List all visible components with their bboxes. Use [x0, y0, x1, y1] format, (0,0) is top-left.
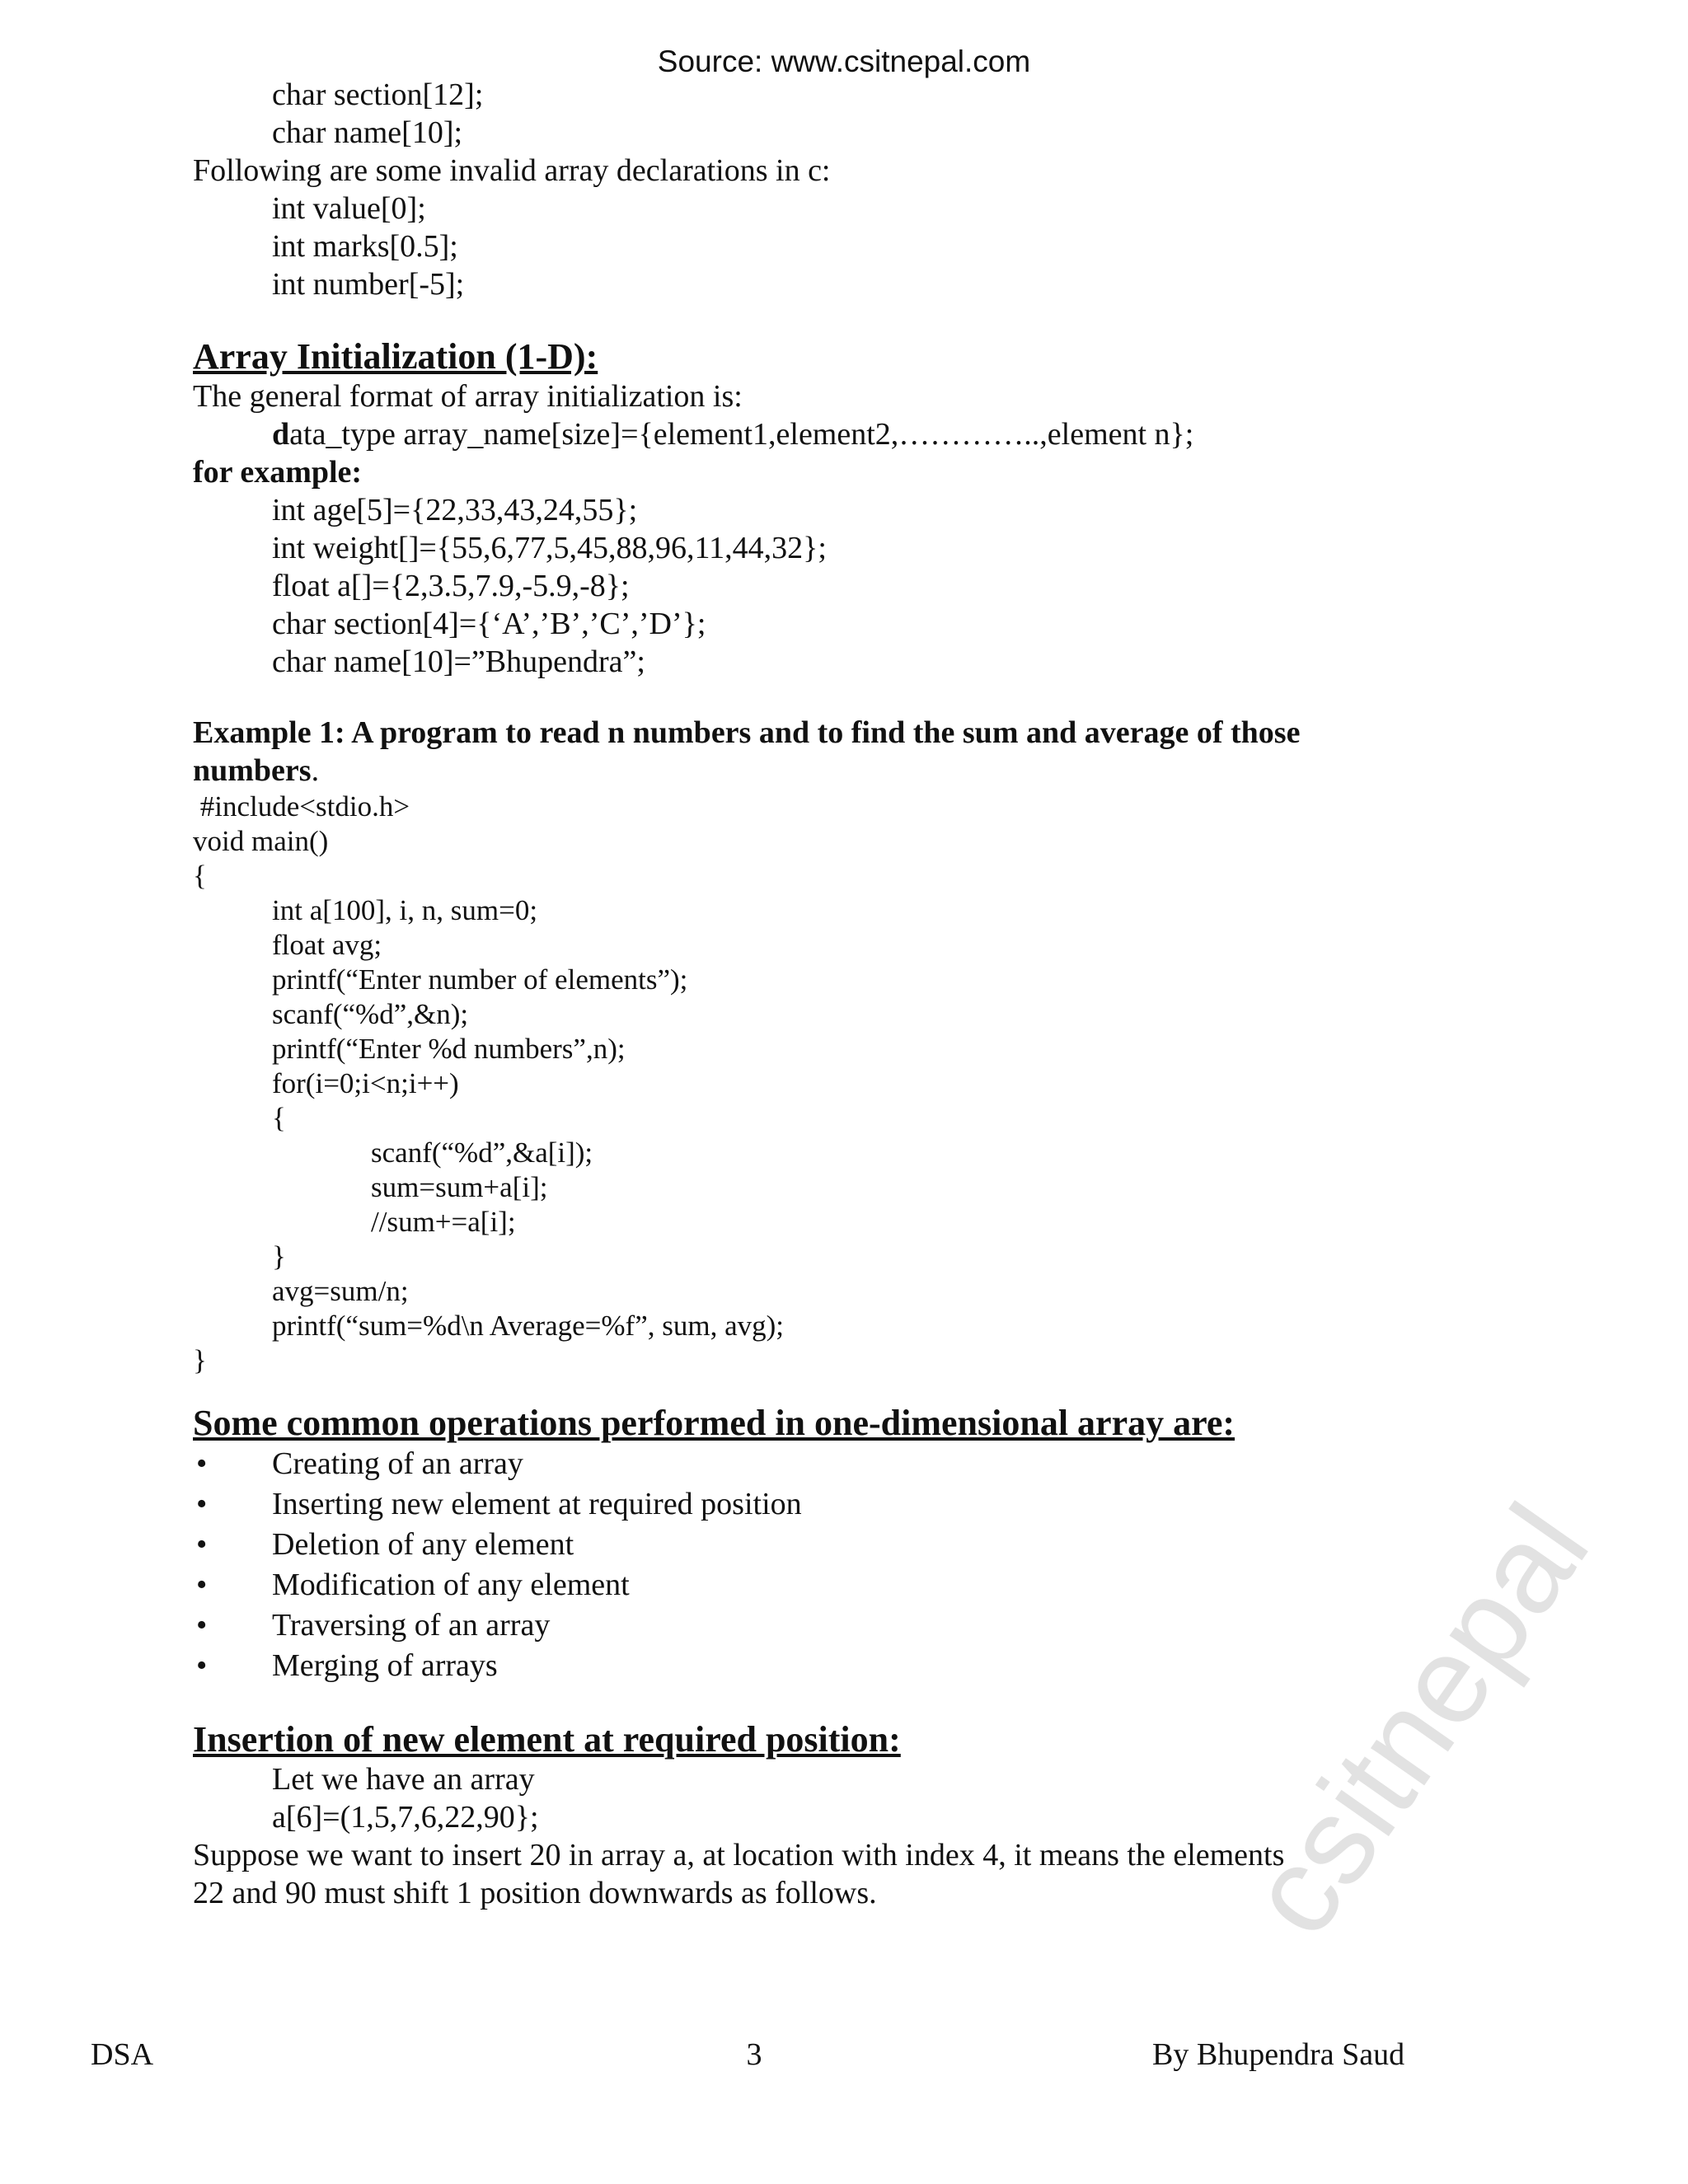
section-heading-operations: Some common operations performed in one-dimensional array are:	[193, 1403, 1236, 1443]
section-heading-array-initialization: Array Initialization (1-D):	[193, 336, 598, 377]
general-format-text: The general format of array initialization is:	[193, 379, 743, 414]
bullet-icon: •	[196, 1487, 208, 1521]
example-line: char section[4]={‘A’,’B’,’C’,’D’};	[272, 607, 706, 641]
code-line: }	[272, 1240, 286, 1272]
invalid-intro-text: Following are some invalid array declarations in c:	[193, 153, 831, 188]
code-line: printf(“Enter %d numbers”,n);	[272, 1033, 626, 1065]
example1-title-period: .	[311, 753, 320, 788]
example-line: int age[5]={22,33,43,24,55};	[272, 493, 638, 527]
list-item	[193, 1525, 1479, 1565]
list-item-text: Inserting new element at required position	[272, 1487, 802, 1521]
code-line: int a[100], i, n, sum=0;	[272, 894, 538, 926]
section-heading-insertion: Insertion of new element at required position:	[193, 1719, 901, 1760]
example-line: float a[]={2,3.5,7.9,-5.9,-8};	[272, 569, 630, 603]
list-item-text: Creating of an array	[272, 1446, 523, 1481]
list-item	[193, 1484, 1479, 1525]
code-line: scanf(“%d”,&a[i]);	[371, 1137, 593, 1169]
for-example-label: for example:	[193, 455, 363, 490]
intro-line: char name[10];	[272, 115, 463, 150]
bullet-icon: •	[196, 1568, 208, 1602]
invalid-line: int value[0];	[272, 191, 426, 226]
bullet-icon: •	[196, 1446, 208, 1481]
insertion-paragraph-line: 22 and 90 must shift 1 position downwards as follows.	[193, 1876, 877, 1910]
example-line: int weight[]={55,6,77,5,45,88,96,11,44,32};	[272, 531, 827, 565]
code-line: void main()	[193, 825, 329, 857]
format-first-letter: d	[272, 417, 290, 452]
code-line: }	[193, 1344, 207, 1376]
list-item-text: Modification of any element	[272, 1568, 630, 1602]
example1-title: Example 1: A program to read n numbers and to find the sum and average of those	[193, 715, 1301, 750]
general-format-line	[193, 415, 1479, 453]
list-item	[193, 1444, 1479, 1484]
code-line: float avg;	[272, 929, 382, 961]
example1-title-word: numbers	[193, 753, 312, 788]
code-line: #include<stdio.h>	[193, 790, 410, 823]
page-content	[193, 76, 1479, 1912]
code-line: //sum+=a[i];	[371, 1206, 516, 1238]
watermark-logo: csitnepal	[1221, 1480, 1615, 1960]
code-line: printf(“Enter number of elements”);	[272, 963, 688, 996]
list-item	[193, 1646, 1479, 1686]
code-line: for(i=0;i<n;i++)	[272, 1067, 459, 1099]
example-line: char name[10]=”Bhupendra”;	[272, 644, 645, 679]
list-item-text: Deletion of any element	[272, 1527, 574, 1562]
invalid-line: int number[-5];	[272, 267, 465, 302]
code-line: sum=sum+a[i];	[371, 1171, 548, 1203]
footer-course: DSA	[91, 2037, 154, 2072]
intro-line: char section[12];	[272, 77, 484, 112]
example1-title-cont	[193, 752, 1479, 790]
code-line: avg=sum/n;	[272, 1275, 409, 1307]
footer-author: By Bhupendra Saud	[1152, 2037, 1405, 2072]
source-header: Source: www.csitnepal.com	[657, 45, 1031, 78]
bullet-icon: •	[196, 1527, 208, 1562]
bullet-icon: •	[196, 1648, 208, 1683]
list-item-text: Merging of arrays	[272, 1648, 498, 1683]
insertion-line: Let we have an array	[272, 1762, 535, 1797]
list-item	[193, 1565, 1479, 1605]
code-line: scanf(“%d”,&n);	[272, 998, 469, 1030]
format-rest: ata_type array_name[size]={element1,element2,…………..,element n};	[289, 417, 1194, 452]
code-line: printf(“sum=%d\n Average=%f”, sum, avg);	[272, 1310, 785, 1342]
code-line: {	[272, 1102, 286, 1134]
invalid-line: int marks[0.5];	[272, 229, 458, 264]
list-item	[193, 1605, 1479, 1646]
code-line: {	[193, 860, 207, 892]
insertion-line: a[6]=(1,5,7,6,22,90};	[272, 1800, 539, 1835]
insertion-paragraph-line: Suppose we want to insert 20 in array a, at location with index 4, it means the elements	[193, 1838, 1285, 1872]
bullet-icon: •	[196, 1608, 208, 1643]
footer-page-number: 3	[746, 2037, 762, 2072]
list-item-text: Traversing of an array	[272, 1608, 551, 1643]
